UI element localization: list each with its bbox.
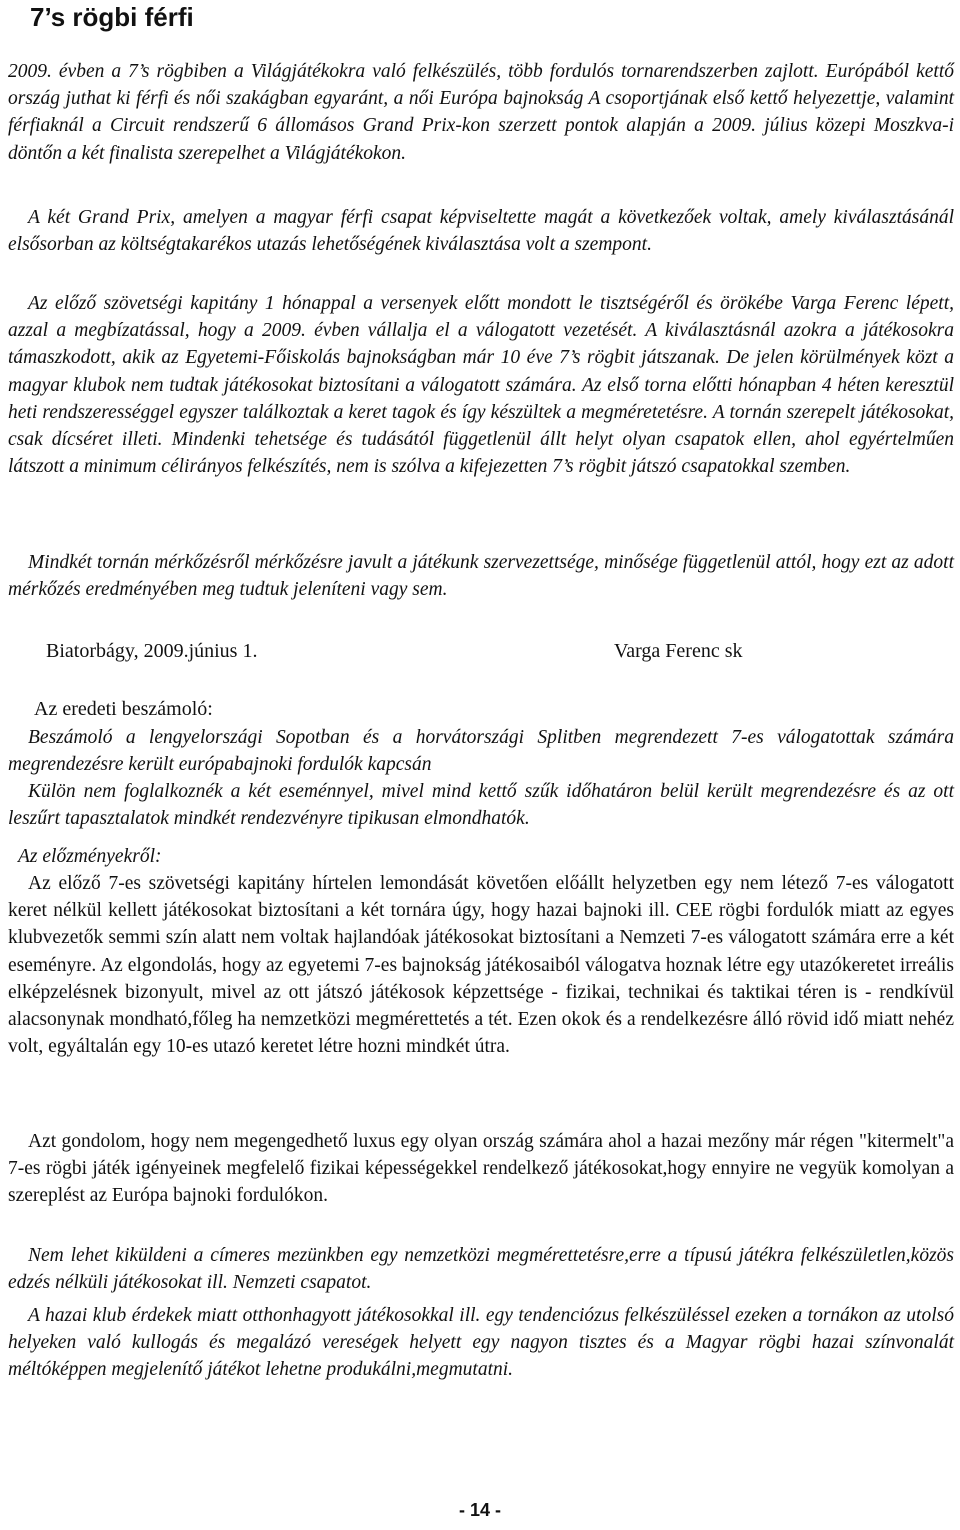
- page-number: - 14 -: [458, 1500, 501, 1520]
- coach-paragraph: Az előző szövetségi kapitány 1 hónappal a versenyek előtt mondott le tisztségéről és örökébe Varga Ferenc lépett, azzal a megbízatással, hogy a 2009. évben vállalja el a válogatott vezetését. A kiválasztásnál azokra a játékosokra támaszkodott, akik az Egyetemi-Főiskolás bajnokságban már 10 éve 7’s rögbit játszanak. De jelen körülmények közt a magyar klubok nem tudtak játékosokat biztosítani a válogatott számára. Az első torna előtti hónapban 4 héten keresztül heti rendszerességgel egyszer találkoztak a keret tagok és így készültek a megméretetésre. A tornán szerepelt játékosokat, csak dícséret illeti. Mindenki tehetsége és tudásától függetlenül állt helyt olyan csapatok ellen, ahol egyértelműen látszott a minimum célirányos felkészítés, nem is szólva a kifejezetten 7’s rögbit játszó csapatokkal szemben.: [8, 293, 954, 478]
- page-title: 7’s rögbi férfi: [30, 2, 194, 32]
- opinion-paragraph: Azt gondolom, hogy nem megengedhető luxus egy olyan ország számára ahol a hazai mezőny már régen "kitermelt"a 7-es rögbi játék igényeinek megfelelő fizikai képességekkel rendelkező játékosokat,hogy ennyire ne vegyük komolyan a szereplést az Európa bajnoki fordulókon.: [8, 1131, 954, 1207]
- report-intro-paragraph: Beszámoló a lengyelországi Sopotban és a horvátországi Splitben megrendezett 7-es válogatottak számára megrendezésre került európabajnoki fordulók kapcsán: [8, 727, 954, 776]
- national-team-paragraph: Nem lehet kiküldeni a címeres mezünkben egy nemzetközi megmérettetésre,erre a típusú játékra felkészületlen,közös edzés nélküli játékosokat ill. Nemzeti csapatot.: [8, 1245, 954, 1294]
- intro-paragraph: 2009. évben a 7’s rögbiben a Világjátékokra való felkészülés, több fordulós tornarendszerben zajlott. Európából kettő ország juthat ki férfi és női szakágban egyaránt, a női Európa bajnokság A csoportjának első kettő helyezettje, valamint férfiaknál a Circuit rendszerű 6 állomásos Grand Prix-kon szerzett pontok alapján a 2009. július közepi Moszkva-i döntőn a két finalista szerepelhet a Világjátékokon.: [8, 61, 954, 164]
- conclusion-paragraph: A hazai klub érdekek miatt otthonhagyott játékosokkal ill. egy tendenciózus felkészüléssel ezeken a tornákon az utolsó helyeken való kullogás és megalázó vereségek helyett egy nagyon tisztes és a Magyar rögbi hazai színvonalát méltóképpen megjelenítő játékot lehetne produkálni,megmutatni.: [8, 1305, 954, 1381]
- section-heading: Az eredeti beszámoló:: [34, 698, 213, 720]
- signature-place-date: Biatorbágy, 2009.június 1.: [46, 640, 258, 662]
- grand-prix-paragraph: A két Grand Prix, amelyen a magyar férfi csapat képviseltette magát a következőek voltak, amely kiválasztásánál elsősorban az költségtakarékos utazás lehetőségének kiválasztása volt a szempont.: [8, 207, 954, 256]
- events-paragraph: Külön nem foglalkoznék a két eseménnyel, mivel mind kettő szűk időhatáron belül került megrendezésre és az ott leszűrt tapasztalatok mindkét rendezvényre tipikusan elmondhatók.: [8, 781, 954, 830]
- tournament-progress-paragraph: Mindkét tornán mérkőzésről mérkőzésre javult a játékunk szervezettsége, minősége függetlenül attól, hogy ezt az adott mérkőzés eredményében meg tudtuk jeleníteni vagy sem.: [8, 552, 954, 601]
- signature-signer: Varga Ferenc sk: [614, 640, 743, 662]
- background-paragraph: Az előző 7-es szövetségi kapitány hírtelen lemondását követően előállt helyzetben egy nem létező 7-es válogatott keret nélkül kellett játékosokat biztosítani a két tornára úgy, hogy hazai bajnoki ill. CEE rögbi fordulók miatt az egyes klubvezetők semmi szín alatt nem voltak hajlandóak játékosokat biztosítani a Nemzeti 7-es válogatott számára erre a két eseményre. Az elgondolás, hogy az egyetemi 7-es bajnokság játékosaiból válogatva hoznak létre egy utazókeretet irreális elképzelésnek bizonyult, mivel az ott játszó játékosok képzettsége - fizikai, technikai és taktikai téren is - rendkívül alacsonynak mondható,főleg ha nemzetközi megmérettetés a tét. Ezen okok és a rendelkezésre álló rövid idő miatt nehéz volt, egyáltalán egy 10-es utazó keretet létre hozni mindkét útra.: [8, 873, 954, 1058]
- background-heading: Az előzményekről:: [18, 846, 162, 867]
